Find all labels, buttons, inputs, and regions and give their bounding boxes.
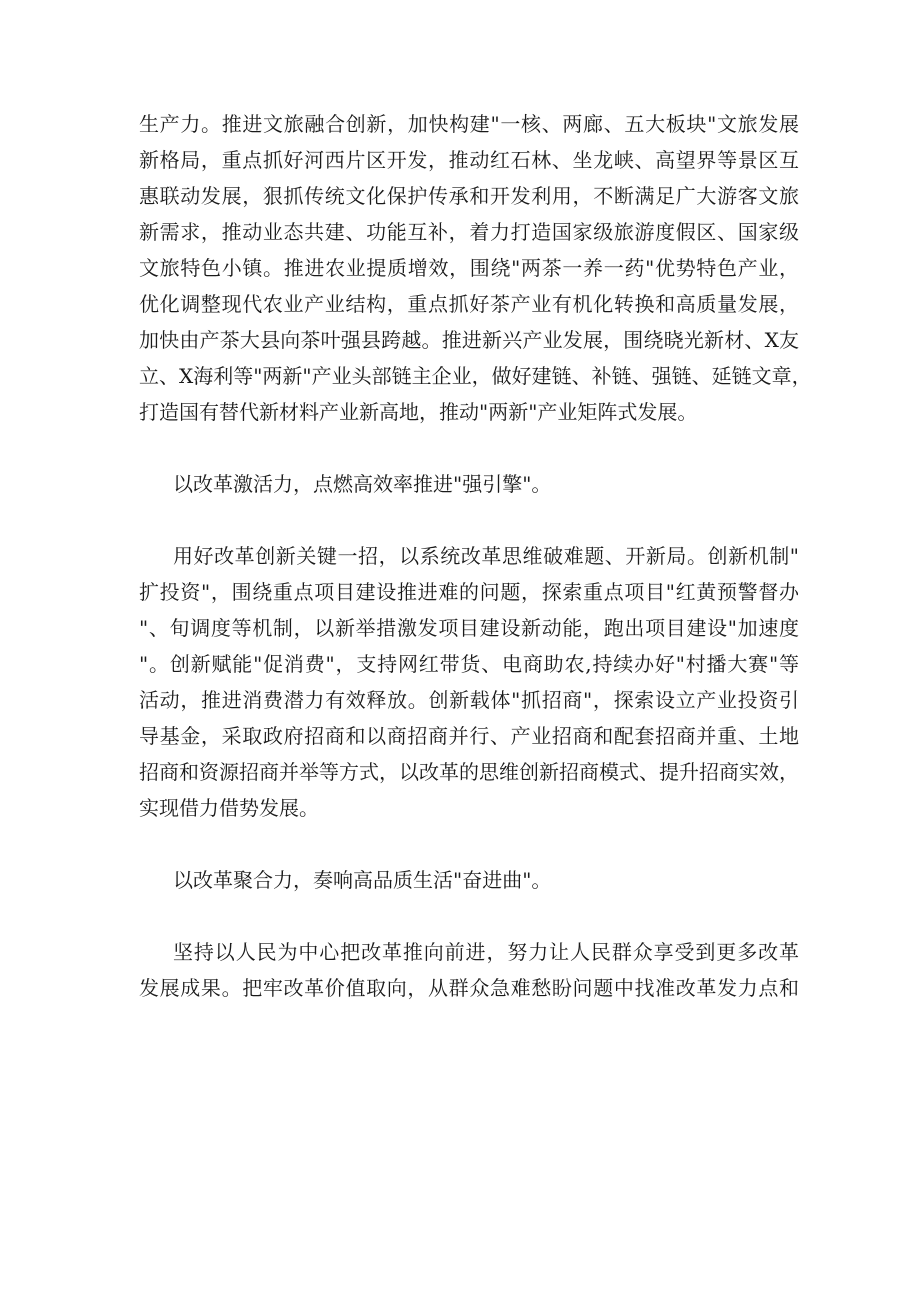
text-line: 导基金，采取政府招商和以商招商并行、产业招商和配套招商并重、土地	[139, 724, 799, 748]
paragraph-spacer	[139, 826, 799, 862]
document-body	[139, 106, 812, 1006]
text-line: 招商和资源招商并举等方式，以改革的思维创新招商模式、提升招商实效，	[139, 760, 799, 784]
text-line: 新格局，重点抓好河西片区开发，推动红石林、坐龙峡、高望界等景区互	[139, 148, 799, 172]
paragraph-spacer	[139, 898, 799, 934]
paragraph	[139, 538, 799, 826]
text-line: 文旅特色小镇。推进农业提质增效，围绕"两茶一养一药"优势特色产业，	[139, 256, 799, 280]
paragraph	[139, 934, 799, 1006]
text-line: 坚持以人民为中心把改革推向前进，努力让人民群众享受到更多改革	[173, 940, 799, 964]
text-line: 以改革激活力，点燃高效率推进"强引擎"。	[173, 472, 552, 496]
text-line: "。创新赋能"促消费"，支持网红带货、电商助农,持续办好"村播大赛"等	[139, 652, 799, 676]
text-line: 用好改革创新关键一招，以系统改革思维破难题、开新局。创新机制"	[173, 544, 799, 568]
text-line: 发展成果。把牢改革价值取向，从群众急难愁盼问题中找准改革发力点和	[139, 976, 799, 1000]
paragraph-spacer	[139, 430, 799, 466]
text-line: 打造国有替代新材料产业新高地，推动"两新"产业矩阵式发展。	[139, 400, 698, 424]
text-line: 优化调整现代农业产业结构，重点抓好茶产业有机化转换和高质量发展，	[139, 292, 799, 316]
text-line: 扩投资"，围绕重点项目建设推进难的问题，探索重点项目"红黄预警督办	[139, 580, 799, 604]
text-line: 生产力。推进文旅融合创新，加快构建"一核、两廊、五大板块"文旅发展	[139, 112, 799, 136]
text-line: "、旬调度等机制，以新举措激发项目建设新动能，跑出项目建设"加速度	[139, 616, 799, 640]
text-line: 活动，推进消费潜力有效释放。创新载体"抓招商"，探索设立产业投资引	[139, 688, 799, 712]
text-line: 惠联动发展，狠抓传统文化保护传承和开发利用，不断满足广大游客文旅	[139, 184, 799, 208]
paragraph	[139, 862, 799, 898]
paragraph-spacer	[139, 502, 799, 538]
text-line: 新需求，推动业态共建、功能互补，着力打造国家级旅游度假区、国家级	[139, 220, 799, 244]
text-line: 实现借力借势发展。	[139, 796, 319, 820]
text-line: 立、X海利等"两新"产业头部链主企业，做好建链、补链、强链、延链文章，	[139, 364, 812, 388]
text-line: 以改革聚合力，奏响高品质生活"奋进曲"。	[173, 868, 552, 892]
paragraph	[139, 106, 812, 430]
paragraph	[139, 466, 799, 502]
text-line: 加快由产茶大县向茶叶强县跨越。推进新兴产业发展，围绕晓光新材、X友	[139, 328, 799, 352]
